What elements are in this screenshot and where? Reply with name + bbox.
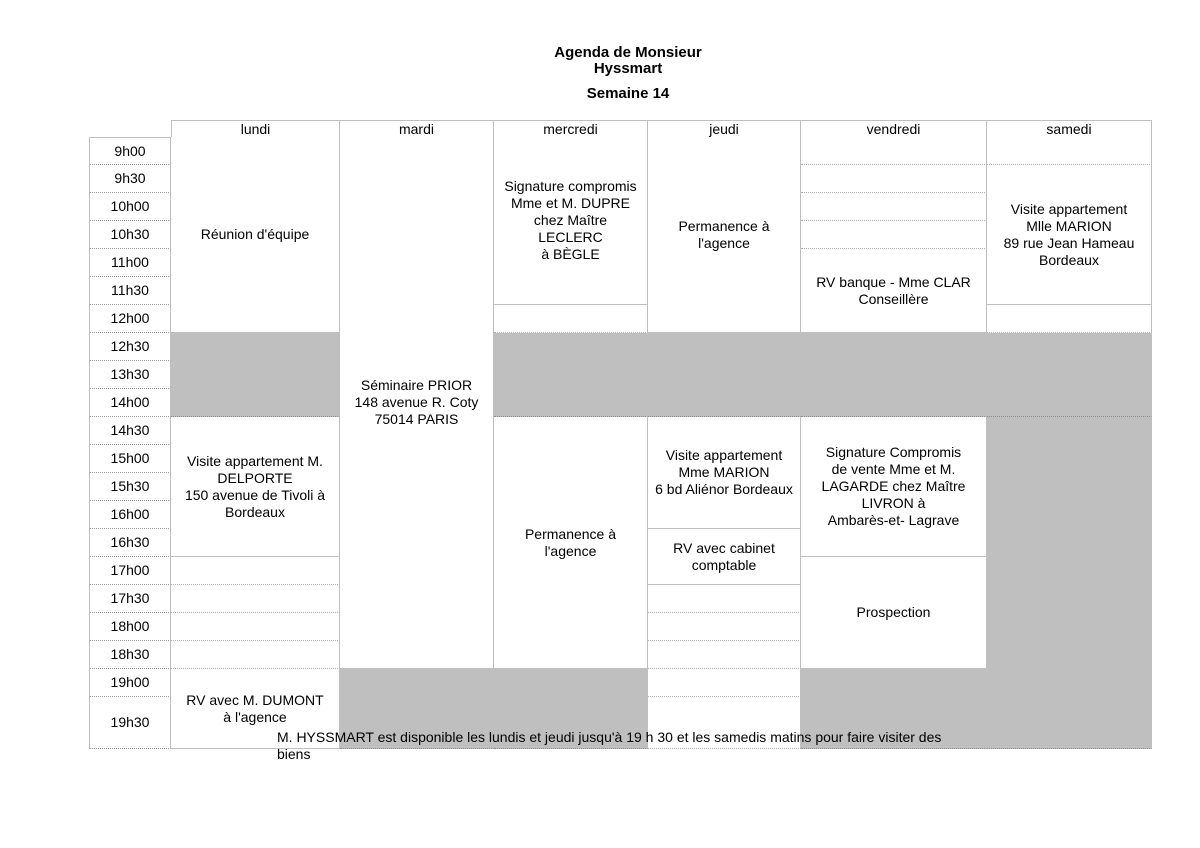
day-header-mardi: mardi <box>340 120 494 137</box>
time-label: 11h30 <box>89 277 171 305</box>
event-text: Séminaire PRIOR 148 avenue R. Coty 75014 PARIS <box>354 377 479 427</box>
event-text: Visite appartement Mlle MARION 89 rue Jean Hameau Bordeaux <box>1003 200 1135 268</box>
schedule-grid <box>89 120 1152 749</box>
time-label: 11h00 <box>89 249 171 277</box>
time-label: 17h00 <box>89 557 171 585</box>
unavailable-block <box>648 333 801 417</box>
event-text: RV avec cabinet comptable <box>673 539 775 573</box>
event-reunion-equipe <box>171 137 340 333</box>
week-label: Semaine 14 <box>586 85 670 102</box>
empty-slot <box>648 641 801 669</box>
event-prospection <box>801 557 987 669</box>
event-text: Signature compromis Mme et M. DUPRE chez Maître LECLERC à BÈGLE <box>504 178 637 262</box>
time-label: 12h30 <box>89 333 171 361</box>
time-label: 10h00 <box>89 193 171 221</box>
time-label: 16h00 <box>89 501 171 529</box>
time-label: 9h00 <box>89 137 171 165</box>
event-rv-banque <box>801 249 987 333</box>
time-label: 15h30 <box>89 473 171 501</box>
empty-slot <box>648 585 801 613</box>
empty-slot <box>801 193 987 221</box>
event-text: Permanence à l'agence <box>678 217 770 251</box>
event-text: Réunion d'équipe <box>200 226 310 242</box>
event-visite-mlle-marion <box>987 165 1152 305</box>
event-permanence-mercredi <box>494 417 648 669</box>
time-label: 9h30 <box>89 165 171 193</box>
time-label: 16h30 <box>89 529 171 557</box>
event-text: RV banque - Mme CLAR Conseillère <box>816 273 971 307</box>
time-label: 19h00 <box>89 669 171 697</box>
empty-slot <box>171 585 340 613</box>
event-signature-dupre <box>494 137 648 305</box>
unavailable-block <box>987 333 1152 417</box>
event-permanence-jeudi <box>648 137 801 333</box>
unavailable-block <box>494 333 648 417</box>
time-label: 14h00 <box>89 389 171 417</box>
empty-slot <box>171 641 340 669</box>
time-label: 14h30 <box>89 417 171 445</box>
event-text: Signature Compromis de vente Mme et M. LAGARDE chez Maître LIVRON à Ambarès-et- Lagrave <box>821 444 966 528</box>
event-signature-lagarde <box>801 417 987 557</box>
event-text: Visite appartement Mme MARION 6 bd Aliénor Bordeaux <box>655 447 793 497</box>
unavailable-block <box>171 333 340 417</box>
event-text: RV avec M. DUMONT à l'agence <box>186 691 324 725</box>
empty-slot <box>987 305 1152 333</box>
time-label: 18h30 <box>89 641 171 669</box>
event-text: Visite appartement M. DELPORTE 150 avenue de Tivoli à Bordeaux <box>184 452 326 520</box>
empty-slot <box>171 557 340 585</box>
empty-slot <box>801 221 987 249</box>
time-label: 18h00 <box>89 613 171 641</box>
time-label: 13h30 <box>89 361 171 389</box>
unavailable-block <box>801 333 987 417</box>
time-label: 15h00 <box>89 445 171 473</box>
day-header-mercredi: mercredi <box>494 120 648 137</box>
event-visite-marion-jeudi <box>648 417 801 529</box>
day-header-samedi: samedi <box>987 120 1152 137</box>
agenda-owner-name: Hyssmart <box>593 60 663 77</box>
corner-blank <box>89 120 171 137</box>
empty-slot <box>494 305 648 333</box>
empty-slot <box>987 137 1152 165</box>
time-label: 12h00 <box>89 305 171 333</box>
time-label: 19h30 <box>89 697 171 749</box>
event-visite-delporte <box>171 417 340 557</box>
empty-slot <box>648 613 801 641</box>
time-label: 10h30 <box>89 221 171 249</box>
event-seminaire-prior <box>340 137 494 669</box>
empty-slot <box>171 613 340 641</box>
empty-slot <box>801 165 987 193</box>
event-rv-cabinet-comptable <box>648 529 801 585</box>
time-label: 17h30 <box>89 585 171 613</box>
unavailable-block <box>987 417 1152 749</box>
day-header-vendredi: vendredi <box>801 120 987 137</box>
availability-note: M. HYSSMART est disponible les lundis et jeudi jusqu'à 19 h 30 et les samedis matins pour faire visiter des biens <box>277 729 942 762</box>
empty-slot <box>648 669 801 697</box>
empty-slot <box>801 137 987 165</box>
day-header-jeudi: jeudi <box>648 120 801 137</box>
day-header-lundi: lundi <box>171 120 340 137</box>
agenda-title: Agenda de Monsieur <box>554 44 702 61</box>
event-text: Permanence à l'agence <box>524 525 617 559</box>
event-text: Prospection <box>856 604 931 620</box>
